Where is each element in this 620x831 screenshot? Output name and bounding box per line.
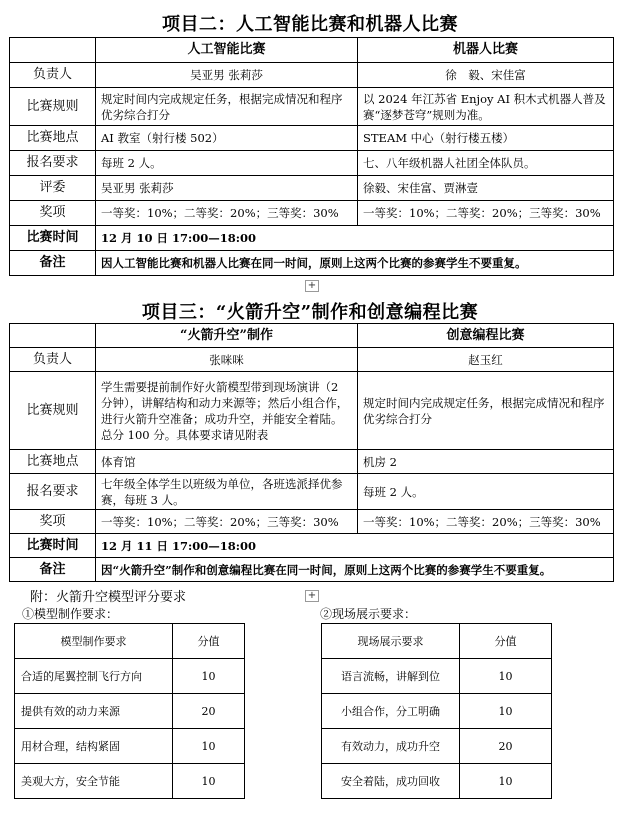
onsite-header-score: 分值 (460, 624, 552, 659)
onsite-caption: ②现场展示要求： (320, 607, 417, 621)
ai-robot-table (9, 37, 614, 276)
add-row-button[interactable]: + (305, 590, 319, 602)
appendix-title: 附：火箭升空模型评分要求 (30, 590, 187, 605)
cell-value: 学生需要提前制作好火箭模型带到现场演讲（2 分钟），讲解结构和动力来源等；然后小组合作，进行火箭升空准备；成功升空，并能安全着陆。总分 100 分。具体要求请见附表 (96, 372, 358, 450)
cell-value: 一等奖：10%；二等奖：20%；三等奖：30% (358, 201, 614, 226)
onsite-score: 10 (460, 659, 552, 694)
model-score: 20 (173, 694, 245, 729)
cell-value: 吴亚男 张莉莎 (96, 176, 358, 201)
onsite-score-table (321, 623, 552, 799)
cell-value: 以 2024 年江苏省 Enjoy AI 积木式机器人普及赛“逐梦苍穹”规则为准。 (358, 88, 614, 126)
cell-value: 吴亚男 张莉莎 (96, 63, 358, 88)
model-req: 合适的尾翼控制飞行方向 (15, 659, 173, 694)
time-label: 比赛时间 (10, 226, 96, 251)
row-label: 负责人 (10, 348, 96, 372)
cell-value: 每班 2 人。 (96, 151, 358, 176)
corner-cell (10, 324, 96, 348)
cell-value: 七、八年级机器人社团全体队员。 (358, 151, 614, 176)
row-label: 负责人 (10, 63, 96, 88)
cell-value: 每班 2 人。 (358, 474, 614, 510)
cell-value: 徐 毅、宋佳富 (358, 63, 614, 88)
note-label: 备注 (10, 558, 96, 582)
model-req: 提供有效的动力来源 (15, 694, 173, 729)
rocket-coding-table (9, 323, 614, 582)
cell-value: 规定时间内完成规定任务，根据完成情况和程序优劣综合打分 (96, 88, 358, 126)
onsite-score: 10 (460, 764, 552, 799)
row-label: 奖项 (10, 201, 96, 226)
col-header-robot: 机器人比赛 (358, 38, 614, 63)
row-label: 比赛地点 (10, 126, 96, 151)
cell-value: 体育馆 (96, 450, 358, 474)
row-label: 报名要求 (10, 474, 96, 510)
cell-value: 一等奖：10%；二等奖：20%；三等奖：30% (358, 510, 614, 534)
col-header-coding: 创意编程比赛 (358, 324, 614, 348)
model-score-table (14, 623, 245, 799)
cell-value: 一等奖：10%；二等奖：20%；三等奖：30% (96, 201, 358, 226)
model-score: 10 (173, 729, 245, 764)
col-header-rocket: “火箭升空”制作 (96, 324, 358, 348)
section2-title: 项目二：人工智能比赛和机器人比赛 (162, 14, 458, 35)
model-score: 10 (173, 659, 245, 694)
row-label: 比赛规则 (10, 372, 96, 450)
row-label: 比赛地点 (10, 450, 96, 474)
onsite-score: 10 (460, 694, 552, 729)
note-label: 备注 (10, 251, 96, 276)
add-row-button[interactable]: + (305, 280, 319, 292)
time-label: 比赛时间 (10, 534, 96, 558)
model-req: 用材合理，结构紧固 (15, 729, 173, 764)
cell-value: 规定时间内完成规定任务，根据完成情况和程序优劣综合打分 (358, 372, 614, 450)
model-header-score: 分值 (173, 624, 245, 659)
note-value: 因“火箭升空”制作和创意编程比赛在同一时间，原则上这两个比赛的参赛学生不要重复。 (96, 558, 614, 582)
corner-cell (10, 38, 96, 63)
row-label: 报名要求 (10, 151, 96, 176)
model-header-req: 模型制作要求 (15, 624, 173, 659)
note-value: 因人工智能比赛和机器人比赛在同一时间，原则上这两个比赛的参赛学生不要重复。 (96, 251, 614, 276)
model-score: 10 (173, 764, 245, 799)
cell-value: 七年级全体学生以班级为单位，各班选派择优参赛，每班 3 人。 (96, 474, 358, 510)
onsite-req: 语言流畅，讲解到位 (322, 659, 460, 694)
row-label: 奖项 (10, 510, 96, 534)
cell-value: 机房 2 (358, 450, 614, 474)
onsite-req: 小组合作，分工明确 (322, 694, 460, 729)
model-req: 美观大方，安全节能 (15, 764, 173, 799)
onsite-req: 安全着陆，成功回收 (322, 764, 460, 799)
time-value: 12 月 11 日 17:00—18:00 (96, 534, 614, 558)
col-header-ai: 人工智能比赛 (96, 38, 358, 63)
onsite-req: 有效动力，成功升空 (322, 729, 460, 764)
cell-value: 徐毅、宋佳富、贾淋壹 (358, 176, 614, 201)
cell-value: 赵玉红 (358, 348, 614, 372)
cell-value: 张咪咪 (96, 348, 358, 372)
onsite-header-req: 现场展示要求 (322, 624, 460, 659)
row-label: 比赛规则 (10, 88, 96, 126)
row-label: 评委 (10, 176, 96, 201)
model-caption: ①模型制作要求： (22, 607, 119, 621)
section3-title: 项目三：“火箭升空”制作和创意编程比赛 (141, 302, 479, 323)
time-value: 12 月 10 日 17:00—18:00 (96, 226, 614, 251)
cell-value: AI 教室（射行楼 502） (96, 126, 358, 151)
onsite-score: 20 (460, 729, 552, 764)
cell-value: STEAM 中心（射行楼五楼） (358, 126, 614, 151)
cell-value: 一等奖：10%；二等奖：20%；三等奖：30% (96, 510, 358, 534)
